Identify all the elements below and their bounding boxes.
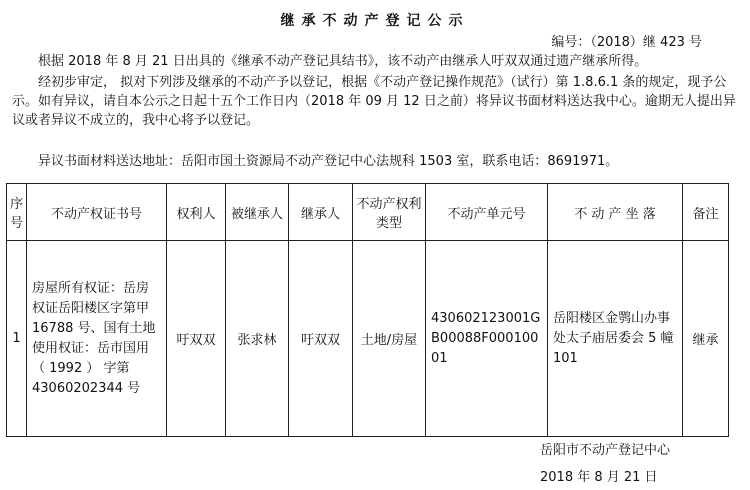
paragraph-objection-address: 异议书面材料送达地址：岳阳市国土资源局不动产登记中心法规科 1503 室，联系电话：8691971。 bbox=[38, 154, 619, 169]
cell-cert: 房屋所有权证：岳房权证岳阳楼区字第甲 16788 号、国有土地使用权证：岳市国用 （ 1992 ） 字第 43060202344 号 bbox=[27, 241, 167, 437]
issuer-signature: 岳阳市不动产登记中心 bbox=[540, 443, 671, 458]
header-unit-no: 不动产单元号 bbox=[426, 184, 548, 241]
table-row bbox=[7, 241, 729, 437]
header-heir: 继承人 bbox=[289, 184, 353, 241]
header-remark: 备注 bbox=[683, 184, 729, 241]
notice-title: 继承不动产登记公示 bbox=[280, 13, 470, 29]
cell-remark: 继承 bbox=[683, 241, 729, 437]
cell-right-type: 土地/房屋 bbox=[353, 241, 426, 437]
issue-date: 2018 年 8 月 21 日 bbox=[540, 470, 658, 485]
header-location: 不 动 产 坐 落 bbox=[548, 184, 683, 241]
header-owner: 权利人 bbox=[167, 184, 226, 241]
header-decedent: 被继承人 bbox=[226, 184, 289, 241]
property-registration-table bbox=[6, 183, 729, 437]
header-right-type: 不动产权利类型 bbox=[353, 184, 426, 241]
cell-decedent: 张求林 bbox=[226, 241, 289, 437]
cell-unit-no: 430602123001GB00088F00010001 bbox=[426, 241, 548, 437]
paragraph-inheritance-basis: 根据 2018 年 8 月 21 日出具的《继承不动产登记具结书》，该不动产由继承人吁双双通过遗产继承所得。 bbox=[38, 54, 648, 69]
cell-owner: 吁双双 bbox=[167, 241, 226, 437]
header-cert: 不动产权证书号 bbox=[27, 184, 167, 241]
paragraph-review-objection: 经初步审定， 拟对下列涉及继承的不动产予以登记，根据《不动产登记操作规范》（试行）第 1.8.6.1 条的规定，现予公示。如有异议，请自本公示之日起十五个工作日内（2018 年 09 月 12 日之前）将异议书面材料送达我中心。逾期无人提出异议或者异议不成立的，我中心将予以登记。 bbox=[12, 75, 736, 128]
document-number: 编号：（2018）继 423 号 bbox=[551, 35, 702, 50]
header-seq: 序号 bbox=[7, 184, 27, 241]
cell-location: 岳阳楼区金鹗山办事处太子庙居委会 5 幢 101 bbox=[548, 241, 683, 437]
table-header-row bbox=[7, 184, 729, 241]
cell-heir: 吁双双 bbox=[289, 241, 353, 437]
cell-seq: 1 bbox=[7, 241, 27, 437]
